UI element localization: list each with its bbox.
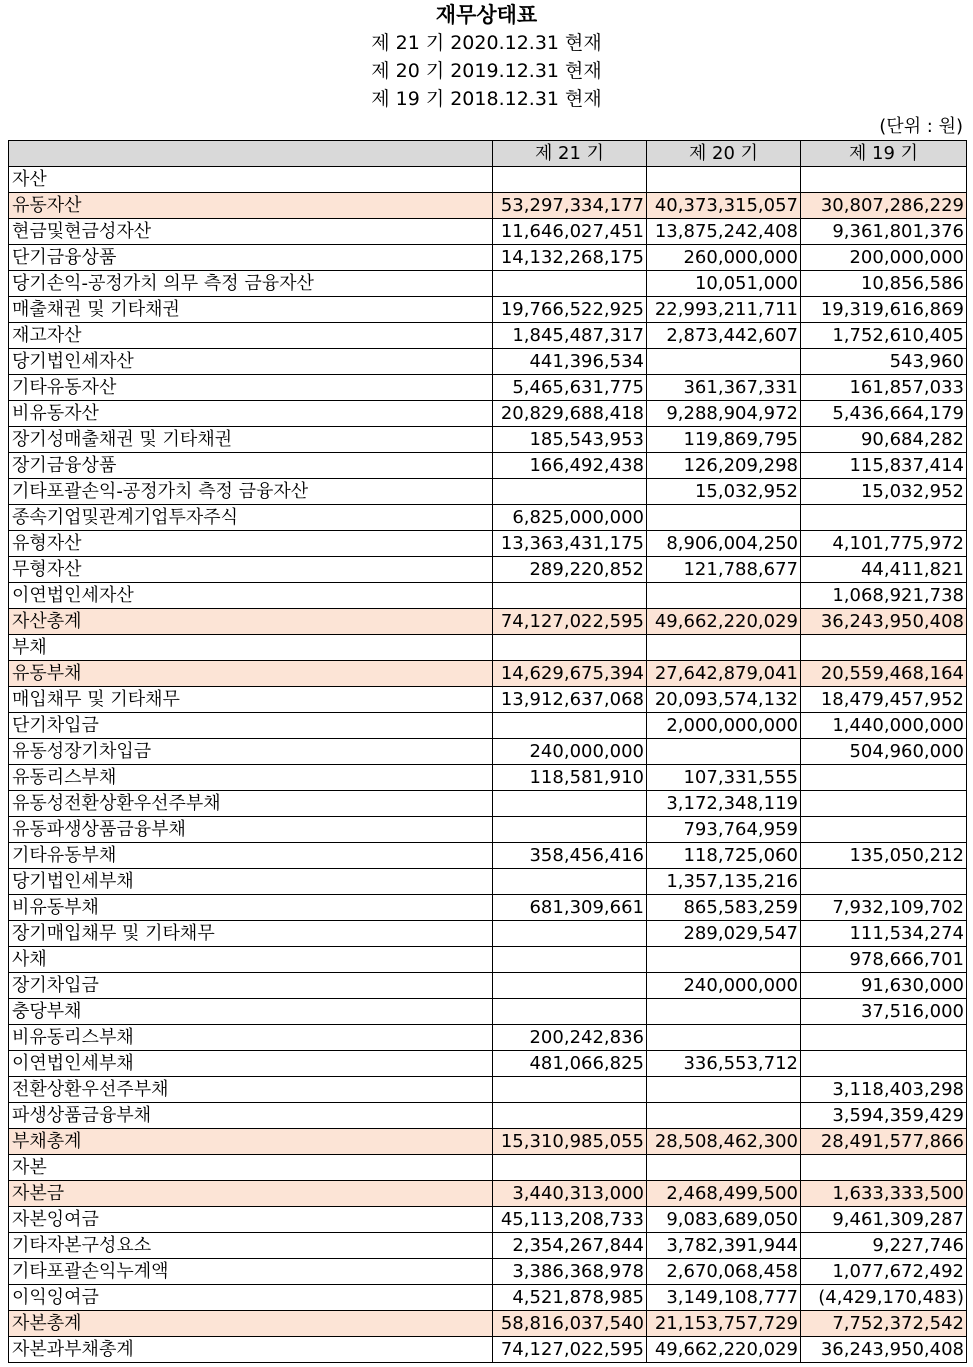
header-cell-account	[9, 141, 493, 167]
cell-period-21: 45,113,208,733	[493, 1207, 647, 1233]
table-row	[9, 245, 967, 271]
table-row	[9, 219, 967, 245]
cell-period-20	[647, 505, 801, 531]
table-row	[9, 479, 967, 505]
account-label: 장기금융상품	[9, 453, 493, 479]
cell-period-21: 1,845,487,317	[493, 323, 647, 349]
cell-period-20: 49,662,220,029	[647, 609, 801, 635]
cell-period-19: 44,411,821	[801, 557, 967, 583]
table-row	[9, 869, 967, 895]
account-label: 기타유동부채	[9, 843, 493, 869]
table-row	[9, 973, 967, 999]
cell-period-21: 481,066,825	[493, 1051, 647, 1077]
cell-period-21: 4,521,878,985	[493, 1285, 647, 1311]
cell-period-20: 260,000,000	[647, 245, 801, 271]
cell-period-20	[647, 947, 801, 973]
cell-period-19	[801, 1025, 967, 1051]
account-label: 자산총계	[9, 609, 493, 635]
cell-period-21: 3,440,313,000	[493, 1181, 647, 1207]
cell-period-19: 504,960,000	[801, 739, 967, 765]
account-label: 이연법인세자산	[9, 583, 493, 609]
cell-period-19	[801, 791, 967, 817]
cell-period-21: 14,629,675,394	[493, 661, 647, 687]
account-label: 부채	[9, 635, 493, 661]
cell-period-20: 8,906,004,250	[647, 531, 801, 557]
cell-period-21: 2,354,267,844	[493, 1233, 647, 1259]
table-row	[9, 687, 967, 713]
cell-period-20: 27,642,879,041	[647, 661, 801, 687]
account-label: 매입채무 및 기타채무	[9, 687, 493, 713]
table-body	[9, 167, 967, 1363]
account-label: 자본총계	[9, 1311, 493, 1337]
table-row	[9, 739, 967, 765]
cell-period-19: 7,932,109,702	[801, 895, 967, 921]
cell-period-20	[647, 583, 801, 609]
table-row	[9, 375, 967, 401]
cell-period-20	[647, 167, 801, 193]
cell-period-21: 15,310,985,055	[493, 1129, 647, 1155]
cell-period-21: 53,297,334,177	[493, 193, 647, 219]
account-label: 유동성장기차입금	[9, 739, 493, 765]
cell-period-21	[493, 1155, 647, 1181]
cell-period-19	[801, 505, 967, 531]
cell-period-19: 36,243,950,408	[801, 1337, 967, 1363]
table-row	[9, 947, 967, 973]
table-row	[9, 167, 967, 193]
account-label: 장기매입채무 및 기타채무	[9, 921, 493, 947]
table-row	[9, 427, 967, 453]
table-row	[9, 401, 967, 427]
header-cell-period-21: 제 21 기	[493, 141, 647, 167]
table-row	[9, 505, 967, 531]
cell-period-20	[647, 1155, 801, 1181]
cell-period-20: 2,000,000,000	[647, 713, 801, 739]
account-label: 유동파생상품금융부채	[9, 817, 493, 843]
table-row	[9, 349, 967, 375]
cell-period-19: 9,361,801,376	[801, 219, 967, 245]
account-label: 유동리스부채	[9, 765, 493, 791]
account-label: 기타포괄손익누계액	[9, 1259, 493, 1285]
cell-period-19: 18,479,457,952	[801, 687, 967, 713]
cell-period-20	[647, 1077, 801, 1103]
cell-period-21	[493, 999, 647, 1025]
table-row	[9, 817, 967, 843]
cell-period-21	[493, 1103, 647, 1129]
cell-period-20: 2,670,068,458	[647, 1259, 801, 1285]
cell-period-21	[493, 817, 647, 843]
cell-period-19: 3,594,359,429	[801, 1103, 967, 1129]
cell-period-20: 40,373,315,057	[647, 193, 801, 219]
cell-period-21: 11,646,027,451	[493, 219, 647, 245]
cell-period-19: 3,118,403,298	[801, 1077, 967, 1103]
header-cell-period-20: 제 20 기	[647, 141, 801, 167]
cell-period-19: 978,666,701	[801, 947, 967, 973]
account-label: 비유동부채	[9, 895, 493, 921]
cell-period-20: 2,468,499,500	[647, 1181, 801, 1207]
cell-period-20	[647, 739, 801, 765]
account-label: 자산	[9, 167, 493, 193]
cell-period-21: 19,766,522,925	[493, 297, 647, 323]
table-row	[9, 193, 967, 219]
cell-period-20: 240,000,000	[647, 973, 801, 999]
cell-period-19	[801, 167, 967, 193]
cell-period-19: 7,752,372,542	[801, 1311, 967, 1337]
account-label: 이익잉여금	[9, 1285, 493, 1311]
cell-period-20: 3,172,348,119	[647, 791, 801, 817]
cell-period-20: 361,367,331	[647, 375, 801, 401]
cell-period-21: 58,816,037,540	[493, 1311, 647, 1337]
cell-period-21: 3,386,368,978	[493, 1259, 647, 1285]
cell-period-19: 1,068,921,738	[801, 583, 967, 609]
cell-period-21	[493, 583, 647, 609]
table-row	[9, 895, 967, 921]
cell-period-19: 1,440,000,000	[801, 713, 967, 739]
account-label: 당기법인세자산	[9, 349, 493, 375]
cell-period-21: 20,829,688,418	[493, 401, 647, 427]
cell-period-20: 289,029,547	[647, 921, 801, 947]
table-row	[9, 1077, 967, 1103]
cell-period-21: 5,465,631,775	[493, 375, 647, 401]
account-label: 충당부채	[9, 999, 493, 1025]
table-row	[9, 323, 967, 349]
table-row	[9, 531, 967, 557]
cell-period-21: 681,309,661	[493, 895, 647, 921]
cell-period-19: 1,752,610,405	[801, 323, 967, 349]
cell-period-19: 111,534,274	[801, 921, 967, 947]
table-row	[9, 453, 967, 479]
cell-period-20: 15,032,952	[647, 479, 801, 505]
table-row	[9, 1025, 967, 1051]
table-row	[9, 1155, 967, 1181]
cell-period-21	[493, 479, 647, 505]
account-label: 종속기업및관계기업투자주식	[9, 505, 493, 531]
table-row	[9, 1103, 967, 1129]
cell-period-20	[647, 999, 801, 1025]
account-label: 유동성전환상환우선주부채	[9, 791, 493, 817]
cell-period-20: 13,875,242,408	[647, 219, 801, 245]
cell-period-19: 543,960	[801, 349, 967, 375]
cell-period-21: 74,127,022,595	[493, 609, 647, 635]
table-row	[9, 1285, 967, 1311]
table-row	[9, 999, 967, 1025]
account-label: 자본과부채총계	[9, 1337, 493, 1363]
cell-period-21: 13,912,637,068	[493, 687, 647, 713]
table-row	[9, 1259, 967, 1285]
account-label: 비유동자산	[9, 401, 493, 427]
cell-period-19: 115,837,414	[801, 453, 967, 479]
cell-period-21: 6,825,000,000	[493, 505, 647, 531]
table-row	[9, 271, 967, 297]
cell-period-20: 3,149,108,777	[647, 1285, 801, 1311]
cell-period-20: 10,051,000	[647, 271, 801, 297]
cell-period-20: 793,764,959	[647, 817, 801, 843]
cell-period-20: 20,093,574,132	[647, 687, 801, 713]
cell-period-21	[493, 713, 647, 739]
account-label: 파생상품금융부채	[9, 1103, 493, 1129]
cell-period-19: 36,243,950,408	[801, 609, 967, 635]
table-row	[9, 791, 967, 817]
cell-period-19: 91,630,000	[801, 973, 967, 999]
cell-period-20: 2,873,442,607	[647, 323, 801, 349]
cell-period-20	[647, 635, 801, 661]
table-row	[9, 661, 967, 687]
account-label: 재고자산	[9, 323, 493, 349]
cell-period-20: 28,508,462,300	[647, 1129, 801, 1155]
cell-period-21: 358,456,416	[493, 843, 647, 869]
account-label: 자본잉여금	[9, 1207, 493, 1233]
cell-period-21: 166,492,438	[493, 453, 647, 479]
cell-period-19: 135,050,212	[801, 843, 967, 869]
period-line-20: 제 20 기 2019.12.31 현재	[371, 60, 602, 82]
cell-period-19: 10,856,586	[801, 271, 967, 297]
account-label: 전환상환우선주부채	[9, 1077, 493, 1103]
cell-period-19: 161,857,033	[801, 375, 967, 401]
cell-period-21	[493, 1077, 647, 1103]
cell-period-20: 21,153,757,729	[647, 1311, 801, 1337]
cell-period-21	[493, 921, 647, 947]
cell-period-20: 3,782,391,944	[647, 1233, 801, 1259]
cell-period-21: 118,581,910	[493, 765, 647, 791]
cell-period-21	[493, 167, 647, 193]
cell-period-21: 289,220,852	[493, 557, 647, 583]
table-row	[9, 1233, 967, 1259]
table-row	[9, 635, 967, 661]
account-label: 현금및현금성자산	[9, 219, 493, 245]
cell-period-19: 30,807,286,229	[801, 193, 967, 219]
cell-period-20: 121,788,677	[647, 557, 801, 583]
account-label: 매출채권 및 기타채권	[9, 297, 493, 323]
table-row	[9, 297, 967, 323]
cell-period-20	[647, 349, 801, 375]
cell-period-19: 15,032,952	[801, 479, 967, 505]
table-row	[9, 609, 967, 635]
table-row	[9, 1051, 967, 1077]
cell-period-19: 37,516,000	[801, 999, 967, 1025]
account-label: 단기금융상품	[9, 245, 493, 271]
cell-period-21: 240,000,000	[493, 739, 647, 765]
cell-period-19: 19,319,616,869	[801, 297, 967, 323]
balance-sheet-table	[8, 140, 967, 1363]
cell-period-20: 1,357,135,216	[647, 869, 801, 895]
cell-period-20	[647, 1103, 801, 1129]
cell-period-20: 126,209,298	[647, 453, 801, 479]
account-label: 기타포괄손익-공정가치 측정 금융자산	[9, 479, 493, 505]
cell-period-19	[801, 817, 967, 843]
cell-period-20: 9,083,689,050	[647, 1207, 801, 1233]
account-label: 무형자산	[9, 557, 493, 583]
cell-period-20: 865,583,259	[647, 895, 801, 921]
period-line-19: 제 19 기 2018.12.31 현재	[371, 88, 602, 110]
table-row	[9, 765, 967, 791]
account-label: 당기손익-공정가치 의무 측정 금융자산	[9, 271, 493, 297]
cell-period-19	[801, 1155, 967, 1181]
table-row	[9, 1311, 967, 1337]
cell-period-19: 90,684,282	[801, 427, 967, 453]
cell-period-20: 49,662,220,029	[647, 1337, 801, 1363]
cell-period-21: 441,396,534	[493, 349, 647, 375]
header-cell-period-19: 제 19 기	[801, 141, 967, 167]
cell-period-21: 185,543,953	[493, 427, 647, 453]
cell-period-19: 1,077,672,492	[801, 1259, 967, 1285]
cell-period-21	[493, 635, 647, 661]
cell-period-19: 20,559,468,164	[801, 661, 967, 687]
cell-period-21	[493, 973, 647, 999]
cell-period-20: 336,553,712	[647, 1051, 801, 1077]
table-row	[9, 583, 967, 609]
cell-period-19	[801, 635, 967, 661]
period-line-21: 제 21 기 2020.12.31 현재	[371, 32, 602, 54]
table-row	[9, 713, 967, 739]
cell-period-20: 22,993,211,711	[647, 297, 801, 323]
table-row	[9, 557, 967, 583]
table-header-row	[9, 141, 967, 167]
account-label: 유동부채	[9, 661, 493, 687]
table-row	[9, 843, 967, 869]
cell-period-19: 5,436,664,179	[801, 401, 967, 427]
cell-period-21	[493, 869, 647, 895]
cell-period-19	[801, 869, 967, 895]
cell-period-21	[493, 271, 647, 297]
cell-period-21: 13,363,431,175	[493, 531, 647, 557]
cell-period-21: 200,242,836	[493, 1025, 647, 1051]
cell-period-20	[647, 1025, 801, 1051]
cell-period-20: 107,331,555	[647, 765, 801, 791]
cell-period-20: 118,725,060	[647, 843, 801, 869]
account-label: 부채총계	[9, 1129, 493, 1155]
cell-period-20: 119,869,795	[647, 427, 801, 453]
cell-period-19: 1,633,333,500	[801, 1181, 967, 1207]
account-label: 자본	[9, 1155, 493, 1181]
table-row	[9, 1181, 967, 1207]
cell-period-20: 9,288,904,972	[647, 401, 801, 427]
cell-period-19: 9,461,309,287	[801, 1207, 967, 1233]
account-label: 단기차입금	[9, 713, 493, 739]
account-label: 이연법인세부채	[9, 1051, 493, 1077]
account-label: 사채	[9, 947, 493, 973]
table-row	[9, 1207, 967, 1233]
account-label: 유형자산	[9, 531, 493, 557]
table-row	[9, 1129, 967, 1155]
account-label: 당기법인세부채	[9, 869, 493, 895]
cell-period-19: 4,101,775,972	[801, 531, 967, 557]
account-label: 비유동리스부채	[9, 1025, 493, 1051]
cell-period-19: 28,491,577,866	[801, 1129, 967, 1155]
table-row	[9, 921, 967, 947]
page-title: 재무상태표	[435, 3, 538, 27]
account-label: 장기성매출채권 및 기타채권	[9, 427, 493, 453]
cell-period-21: 74,127,022,595	[493, 1337, 647, 1363]
cell-period-21	[493, 947, 647, 973]
cell-period-21	[493, 791, 647, 817]
cell-period-19: (4,429,170,483)	[801, 1285, 967, 1311]
account-label: 자본금	[9, 1181, 493, 1207]
cell-period-19	[801, 1051, 967, 1077]
cell-period-21: 14,132,268,175	[493, 245, 647, 271]
cell-period-19: 9,227,746	[801, 1233, 967, 1259]
account-label: 기타자본구성요소	[9, 1233, 493, 1259]
account-label: 기타유동자산	[9, 375, 493, 401]
cell-period-19: 200,000,000	[801, 245, 967, 271]
account-label: 장기차입금	[9, 973, 493, 999]
account-label: 유동자산	[9, 193, 493, 219]
unit-label: (단위 : 원)	[879, 116, 963, 137]
cell-period-19	[801, 765, 967, 791]
table-row	[9, 1337, 967, 1363]
